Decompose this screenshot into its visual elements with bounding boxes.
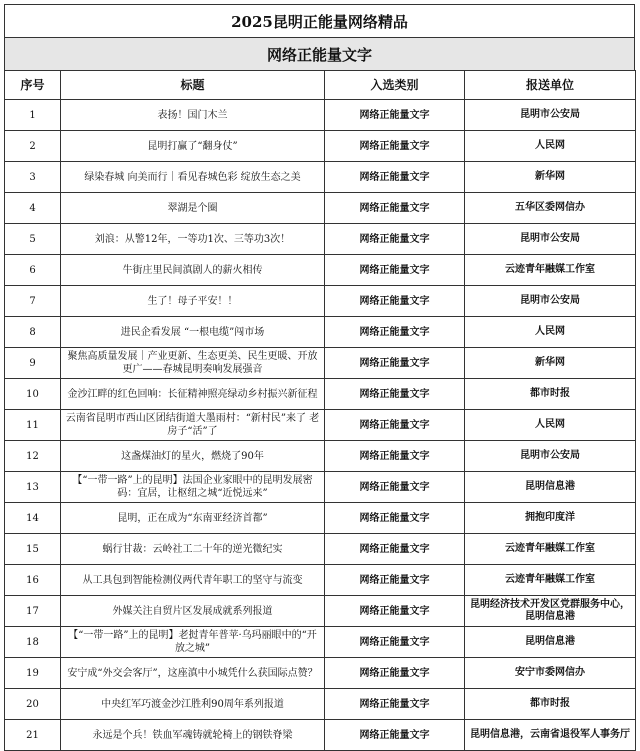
row-index: 9: [5, 348, 61, 379]
table-row: [5, 441, 636, 472]
table-row: [5, 162, 636, 193]
table-row: [5, 627, 636, 658]
row-title: 金沙江畔的红色回响：长征精神照亮绿动乡村振兴新征程: [61, 379, 325, 410]
row-category: 网络正能量文字: [325, 131, 465, 162]
row-unit: 人民网: [465, 317, 636, 348]
row-unit: 昆明经济技术开发区党群服务中心，昆明信息港: [465, 596, 636, 627]
row-unit: 拥抱印度洋: [465, 503, 636, 534]
main-title: 2025昆明正能量网络精品: [4, 4, 635, 37]
row-index: 4: [5, 193, 61, 224]
table-row: [5, 348, 636, 379]
row-category: 网络正能量文字: [325, 689, 465, 720]
row-category: 网络正能量文字: [325, 100, 465, 131]
header-row: [5, 71, 636, 100]
row-index: 21: [5, 720, 61, 751]
row-title: 中央红军巧渡金沙江胜利90周年系列报道: [61, 689, 325, 720]
section-title: 网络正能量文字: [4, 37, 635, 70]
header-unit: 报送单位: [465, 71, 636, 100]
row-title: 蜗行甘裁：云岭社工二十年的逆光微纪实: [61, 534, 325, 565]
row-title: 生了！母子平安！！: [61, 286, 325, 317]
row-title: 这盏煤油灯的星火，燃烧了90年: [61, 441, 325, 472]
header-category: 入选类别: [325, 71, 465, 100]
row-category: 网络正能量文字: [325, 503, 465, 534]
row-category: 网络正能量文字: [325, 596, 465, 627]
row-unit: 云迹青年融媒工作室: [465, 565, 636, 596]
row-title: 绿染春城 向美而行｜看见春城色彩 绽放生态之美: [61, 162, 325, 193]
row-title: 昆明打赢了“翻身仗”: [61, 131, 325, 162]
row-title: 永远是个兵！铁血军魂铸就轮椅上的钢铁脊梁: [61, 720, 325, 751]
table-row: [5, 534, 636, 565]
table-row: [5, 317, 636, 348]
row-category: 网络正能量文字: [325, 162, 465, 193]
row-category: 网络正能量文字: [325, 224, 465, 255]
row-category: 网络正能量文字: [325, 534, 465, 565]
row-title: 安宁成“外交会客厅”，这座滇中小城凭什么获国际点赞？: [61, 658, 325, 689]
table-row: [5, 379, 636, 410]
row-unit: 昆明信息港: [465, 472, 636, 503]
row-index: 8: [5, 317, 61, 348]
row-title: 云南省昆明市西山区团结街道大墨雨村：“新村民”来了 老房子“活”了: [61, 410, 325, 441]
row-title: 昆明，正在成为“东南亚经济首都”: [61, 503, 325, 534]
row-category: 网络正能量文字: [325, 565, 465, 596]
row-unit: 五华区委网信办: [465, 193, 636, 224]
table-row: [5, 596, 636, 627]
row-category: 网络正能量文字: [325, 472, 465, 503]
row-index: 6: [5, 255, 61, 286]
table-row: [5, 100, 636, 131]
row-index: 10: [5, 379, 61, 410]
table-row: [5, 410, 636, 441]
table-row: [5, 720, 636, 751]
row-title: 从工具包到智能检测仪两代青年职工的坚守与流变: [61, 565, 325, 596]
row-unit: 昆明市公安局: [465, 286, 636, 317]
table-row: [5, 472, 636, 503]
row-category: 网络正能量文字: [325, 193, 465, 224]
row-index: 19: [5, 658, 61, 689]
row-category: 网络正能量文字: [325, 255, 465, 286]
row-unit: 昆明信息港: [465, 627, 636, 658]
row-index: 3: [5, 162, 61, 193]
table-row: [5, 193, 636, 224]
row-title: 外媒关注自贸片区发展成就系列报道: [61, 596, 325, 627]
row-title: 聚焦高质量发展｜产业更新、生态更美、民生更暖、开放更广——春城昆明奏响发展强音: [61, 348, 325, 379]
table-row: [5, 503, 636, 534]
row-unit: 新华网: [465, 348, 636, 379]
table-body: [5, 100, 636, 751]
row-index: 17: [5, 596, 61, 627]
row-unit: 人民网: [465, 131, 636, 162]
row-unit: 云迹青年融媒工作室: [465, 255, 636, 286]
table-row: [5, 658, 636, 689]
row-title: 刘浪：从警12年，一等功1次、三等功3次！: [61, 224, 325, 255]
row-unit: 都市时报: [465, 689, 636, 720]
row-index: 1: [5, 100, 61, 131]
row-category: 网络正能量文字: [325, 348, 465, 379]
row-category: 网络正能量文字: [325, 441, 465, 472]
row-unit: 新华网: [465, 162, 636, 193]
row-index: 18: [5, 627, 61, 658]
row-category: 网络正能量文字: [325, 317, 465, 348]
row-index: 7: [5, 286, 61, 317]
row-title: 牛街庄里民间滇剧人的薪火相传: [61, 255, 325, 286]
row-title: 表扬！国门木兰: [61, 100, 325, 131]
table-row: [5, 255, 636, 286]
row-index: 16: [5, 565, 61, 596]
row-title: 翠湖是个圈: [61, 193, 325, 224]
row-unit: 昆明信息港，云南省退役军人事务厅: [465, 720, 636, 751]
row-index: 2: [5, 131, 61, 162]
works-table: [4, 70, 636, 751]
row-unit: 安宁市委网信办: [465, 658, 636, 689]
row-unit: 云迹青年融媒工作室: [465, 534, 636, 565]
row-category: 网络正能量文字: [325, 286, 465, 317]
table-row: [5, 224, 636, 255]
row-title: 【“一带一路”上的昆明】老挝青年普苹·乌玛丽眼中的“开放之城”: [61, 627, 325, 658]
row-index: 11: [5, 410, 61, 441]
row-unit: 昆明市公安局: [465, 441, 636, 472]
row-category: 网络正能量文字: [325, 720, 465, 751]
document-sheet: [4, 4, 635, 744]
row-unit: 都市时报: [465, 379, 636, 410]
row-category: 网络正能量文字: [325, 627, 465, 658]
row-index: 12: [5, 441, 61, 472]
row-category: 网络正能量文字: [325, 410, 465, 441]
table-row: [5, 565, 636, 596]
row-index: 20: [5, 689, 61, 720]
row-title: 【“一带一路”上的昆明】法国企业家眼中的昆明发展密码：宜居，让枢纽之城“近悦远来”: [61, 472, 325, 503]
table-row: [5, 286, 636, 317]
row-index: 15: [5, 534, 61, 565]
table-row: [5, 689, 636, 720]
row-unit: 昆明市公安局: [465, 224, 636, 255]
row-unit: 昆明市公安局: [465, 100, 636, 131]
row-category: 网络正能量文字: [325, 658, 465, 689]
row-index: 13: [5, 472, 61, 503]
header-index: 序号: [5, 71, 61, 100]
row-title: 进民企看发展 “一根电缆”闯市场: [61, 317, 325, 348]
header-title: 标题: [61, 71, 325, 100]
table-row: [5, 131, 636, 162]
row-index: 5: [5, 224, 61, 255]
row-index: 14: [5, 503, 61, 534]
row-category: 网络正能量文字: [325, 379, 465, 410]
row-unit: 人民网: [465, 410, 636, 441]
